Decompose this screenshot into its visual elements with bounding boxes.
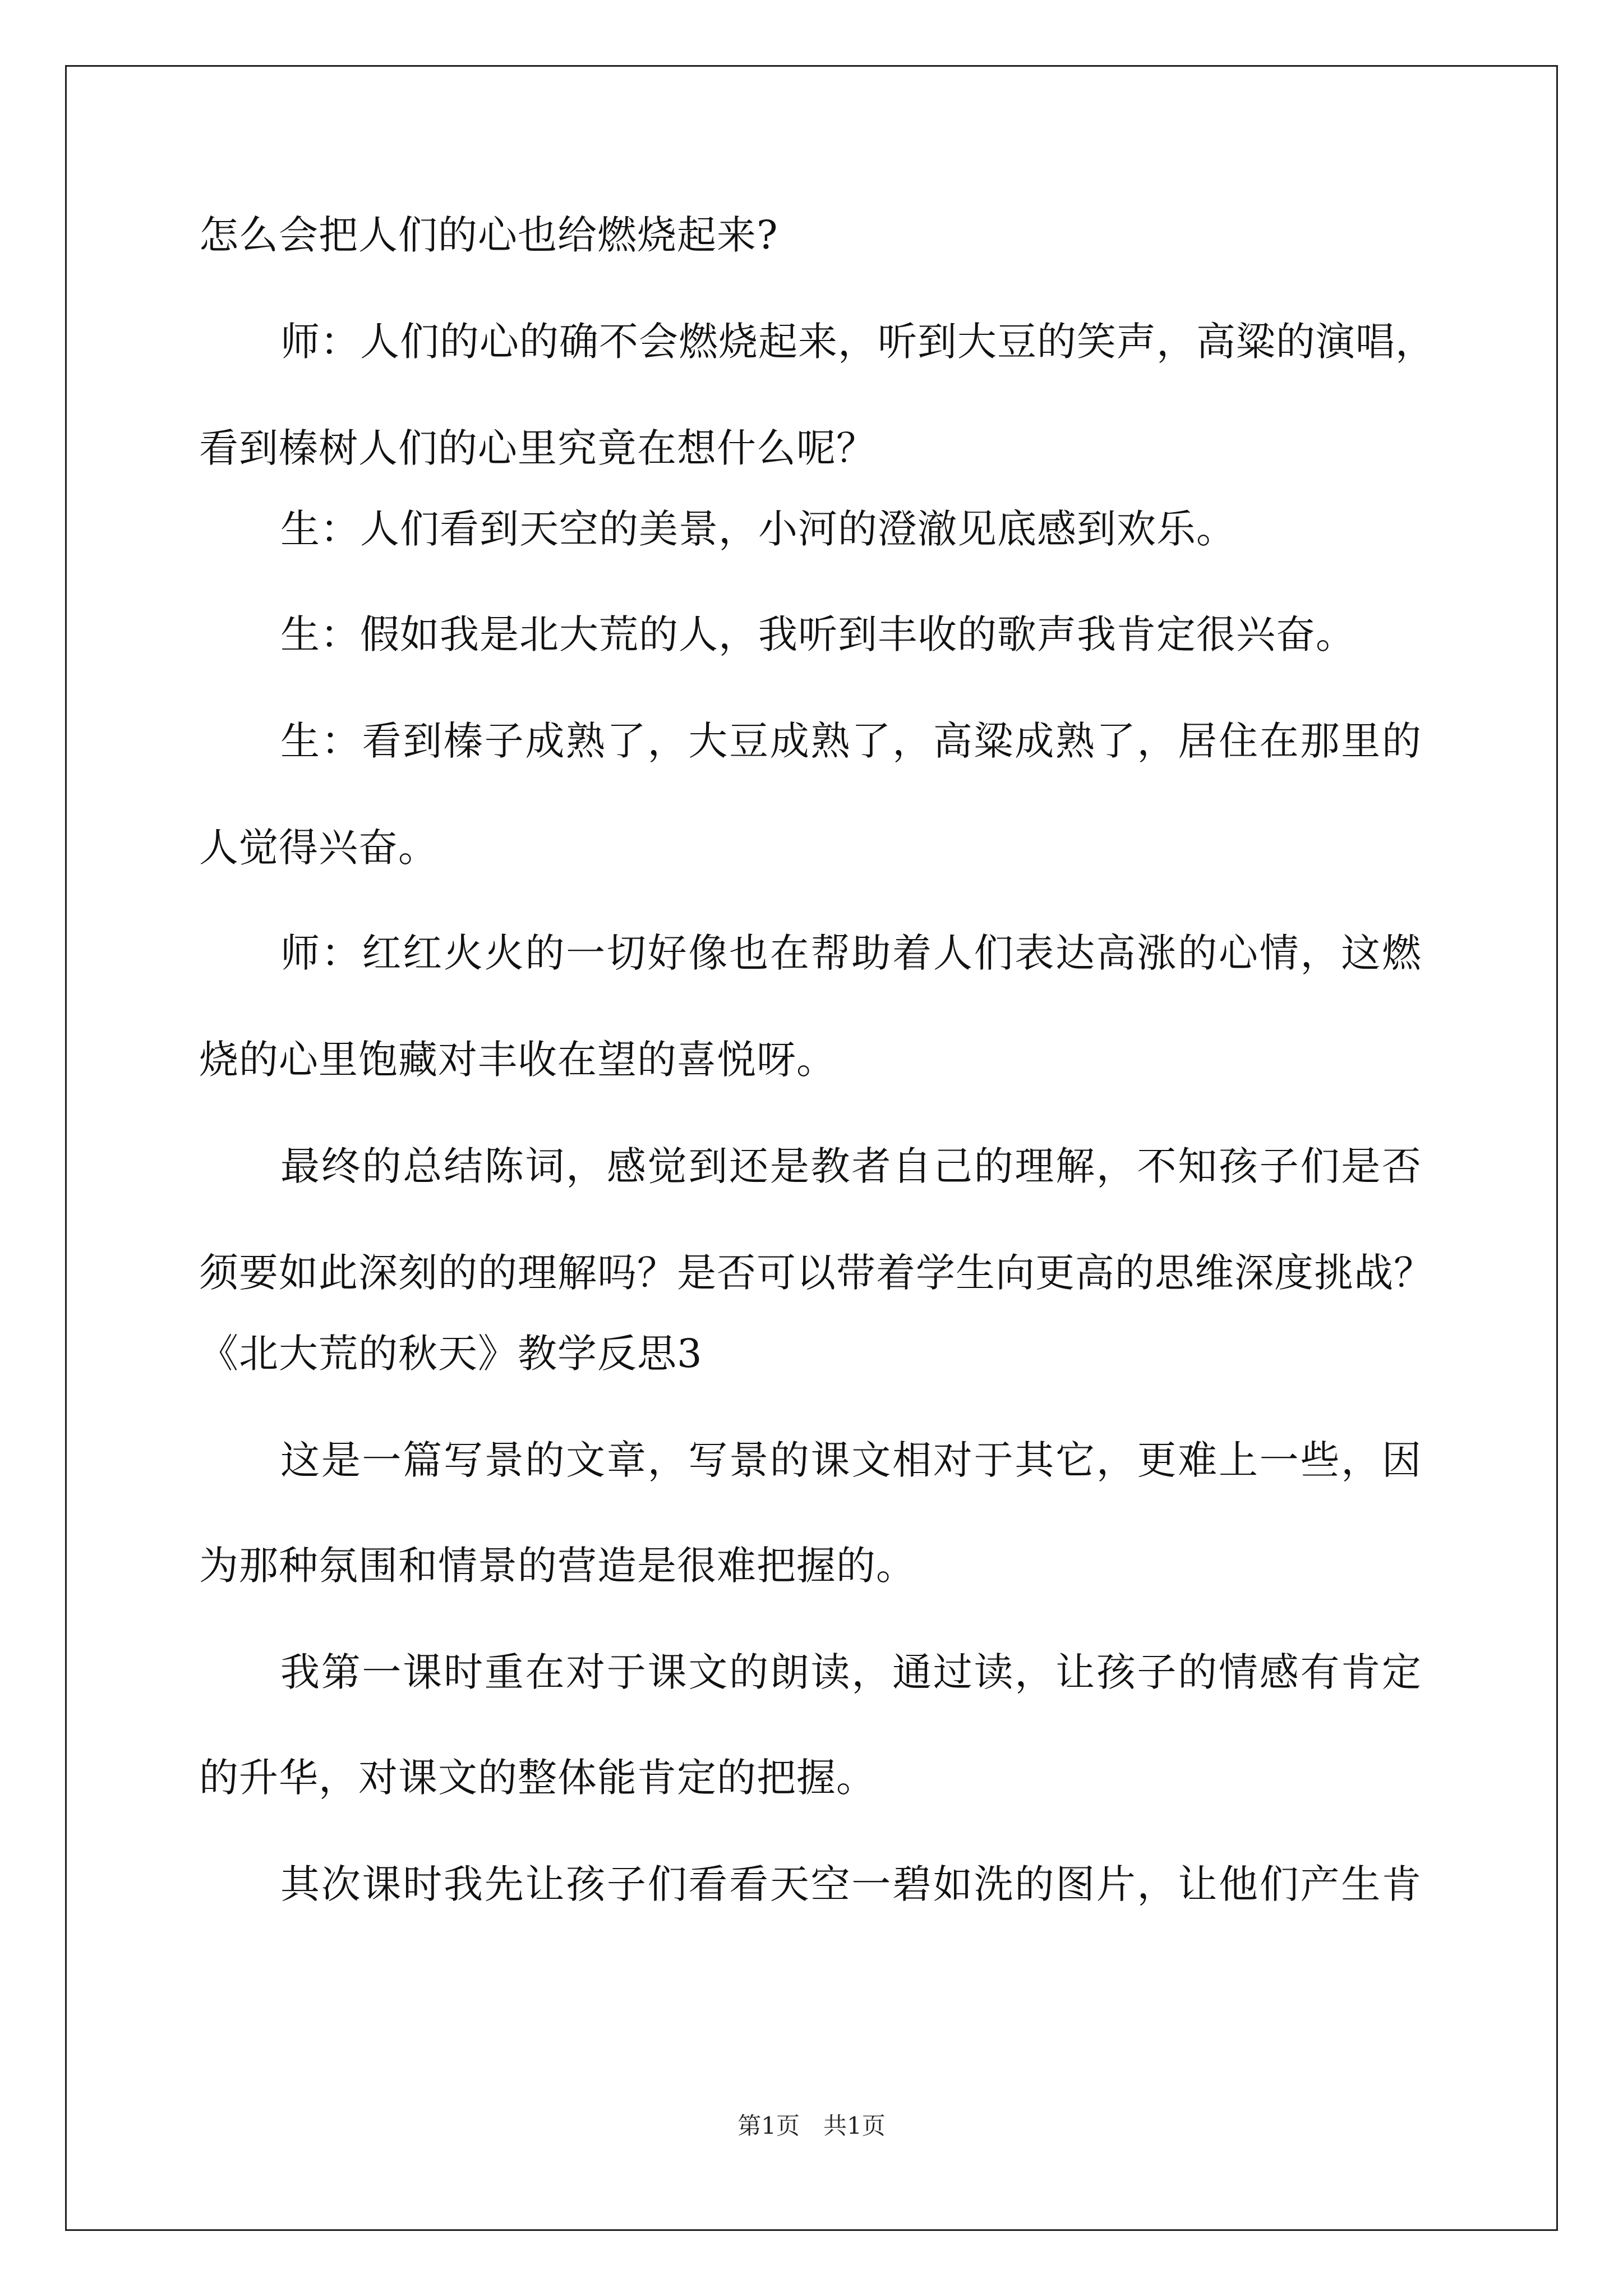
paragraph-line: 其次课时我先让孩子们看看天空一碧如洗的图片，让他们产生肯 <box>280 1861 1422 1907</box>
paragraph-line: 人觉得兴奋。 <box>199 825 438 871</box>
paragraph-line: 须要如此深刻的的理解吗？是否可以带着学生向更高的思维深度挑战？ <box>199 1250 1433 1296</box>
paragraph-line: 师：红红火火的一切好像也在帮助着人们表达高涨的心情，这燃 <box>280 930 1422 976</box>
paragraph-line: 师：人们的心的确不会燃烧起来，听到大豆的笑声，高粱的演唱， <box>280 319 1435 365</box>
page-number-footer: 第1页 共1页 <box>737 2112 886 2139</box>
paragraph-line: 的升华，对课文的整体能肯定的把握。 <box>199 1755 876 1801</box>
paragraph-line: 烧的心里饱藏对丰收在望的喜悦呀。 <box>199 1037 836 1083</box>
paragraph-line: 为那种氛围和情景的营造是很难把握的。 <box>199 1543 916 1589</box>
paragraph-line: 生：人们看到天空的美景，小河的澄澈见底感到欢乐。 <box>280 506 1236 552</box>
paragraph-line: 生：看到榛子成熟了，大豆成熟了，高粱成熟了，居住在那里的 <box>280 718 1422 764</box>
paragraph-line: 最终的总结陈词，感觉到还是教者自己的理解，不知孩子们是否 <box>280 1143 1422 1189</box>
section-heading: 《北大荒的秋天》教学反思3 <box>199 1331 703 1377</box>
paragraph-line: 怎么会把人们的心也给燃烧起来? <box>199 212 778 258</box>
paragraph-line: 我第一课时重在对于课文的朗读，通过读，让孩子的情感有肯定 <box>280 1649 1422 1695</box>
paragraph-line: 生：假如我是北大荒的人，我听到丰收的歌声我肯定很兴奋。 <box>280 611 1355 657</box>
paragraph-line: 看到榛树人们的心里究竟在想什么呢？ <box>199 425 876 471</box>
paragraph-line: 这是一篇写景的文章，写景的课文相对于其它，更难上一些，因 <box>280 1437 1422 1483</box>
